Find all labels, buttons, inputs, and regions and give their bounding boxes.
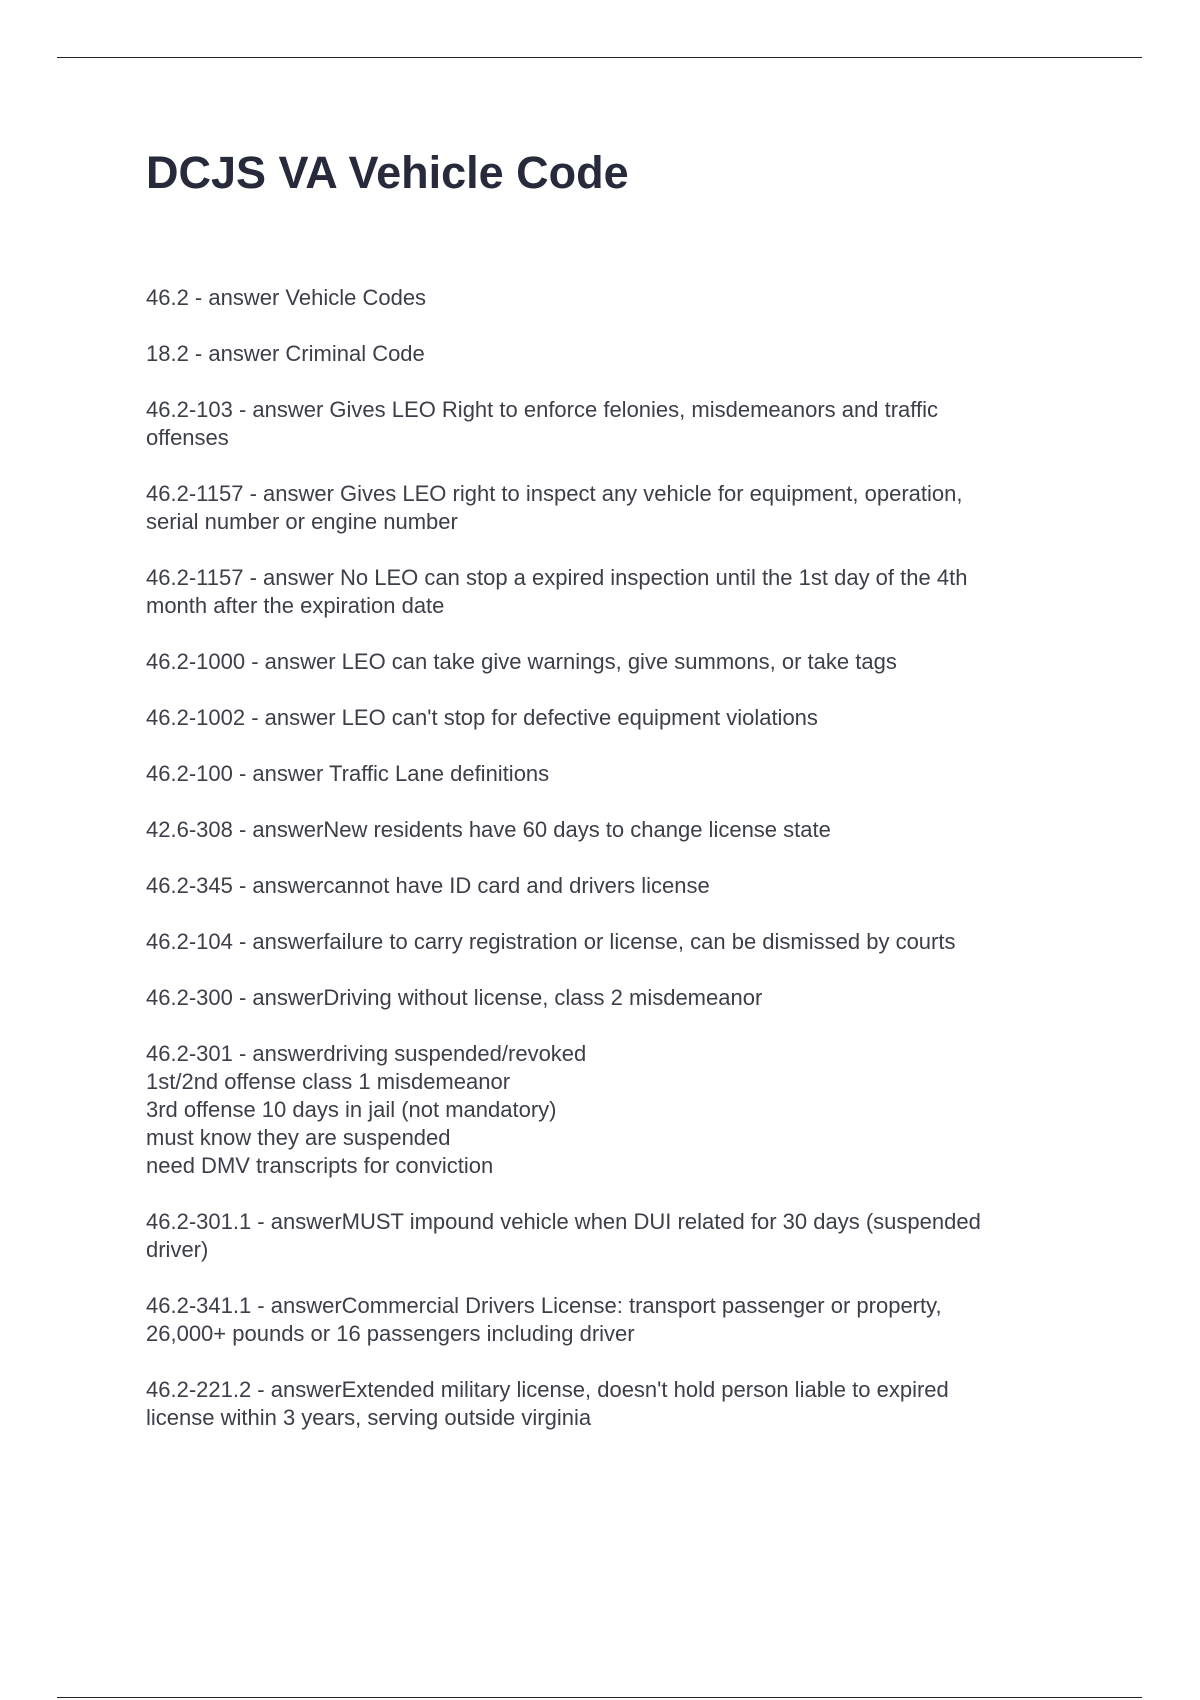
entry-text-line: 46.2-1002 - answer LEO can't stop for defective equipment violations (146, 705, 818, 730)
page-title: DCJS VA Vehicle Code (146, 147, 629, 198)
list-item (146, 1376, 1086, 1432)
entry-text-line: 42.6-308 - answerNew residents have 60 days to change license state (146, 817, 831, 842)
entry-text-line: need DMV transcripts for conviction (146, 1153, 494, 1178)
entry-text-line: month after the expiration date (146, 593, 445, 618)
list-item (146, 816, 1086, 844)
list-item (146, 1292, 1086, 1348)
entry-text-line: 46.2-300 - answerDriving without license, class 2 misdemeanor (146, 985, 763, 1010)
entry-text-line: driver) (146, 1237, 209, 1262)
entry-text-line: 46.2-100 - answer Traffic Lane definitions (146, 761, 550, 786)
entry-text-line: 46.2-103 - answer Gives LEO Right to enforce felonies, misdemeanors and traffic (146, 397, 938, 422)
entry-text-line: 46.2 - answer Vehicle Codes (146, 285, 427, 310)
entry-text-line: 1st/2nd offense class 1 misdemeanor (146, 1069, 511, 1094)
list-item (146, 564, 1086, 620)
entry-text-line: 46.2-301.1 - answerMUST impound vehicle when DUI related for 30 days (suspended (146, 1209, 981, 1234)
entry-text-line: 26,000+ pounds or 16 passengers including driver (146, 1321, 635, 1346)
entry-text-line: serial number or engine number (146, 509, 458, 534)
list-item (146, 396, 1086, 452)
list-item (146, 1208, 1086, 1264)
list-item (146, 984, 1086, 1012)
list-item (146, 1040, 1086, 1180)
list-item (146, 872, 1086, 900)
list-item (146, 704, 1086, 732)
list-item (146, 928, 1086, 956)
entry-text-line: 46.2-1157 - answer Gives LEO right to inspect any vehicle for equipment, operation, (146, 481, 963, 506)
entry-text-line: license within 3 years, serving outside virginia (146, 1405, 592, 1430)
entry-text-line: 3rd offense 10 days in jail (not mandatory) (146, 1097, 557, 1122)
entry-text-line: 18.2 - answer Criminal Code (146, 341, 425, 366)
entry-text-line: 46.2-221.2 - answerExtended military license, doesn't hold person liable to expired (146, 1377, 949, 1402)
entry-text-line: 46.2-345 - answercannot have ID card and drivers license (146, 873, 710, 898)
entry-text-line: 46.2-341.1 - answerCommercial Drivers License: transport passenger or property, (146, 1293, 942, 1318)
entry-text-line: 46.2-1000 - answer LEO can take give warnings, give summons, or take tags (146, 649, 897, 674)
list-item (146, 648, 1086, 676)
list-item (146, 284, 1086, 312)
entry-text-line: 46.2-1157 - answer No LEO can stop a expired inspection until the 1st day of the 4th (146, 565, 968, 590)
list-item (146, 340, 1086, 368)
entry-text-line: offenses (146, 425, 229, 450)
entry-text-line: 46.2-104 - answerfailure to carry registration or license, can be dismissed by courts (146, 929, 956, 954)
bottom-rule (57, 1697, 1142, 1698)
entry-list (146, 284, 1086, 1460)
entry-text-line: must know they are suspended (146, 1125, 451, 1150)
entry-text-line: 46.2-301 - answerdriving suspended/revoked (146, 1041, 587, 1066)
top-rule (57, 57, 1142, 58)
list-item (146, 480, 1086, 536)
list-item (146, 760, 1086, 788)
